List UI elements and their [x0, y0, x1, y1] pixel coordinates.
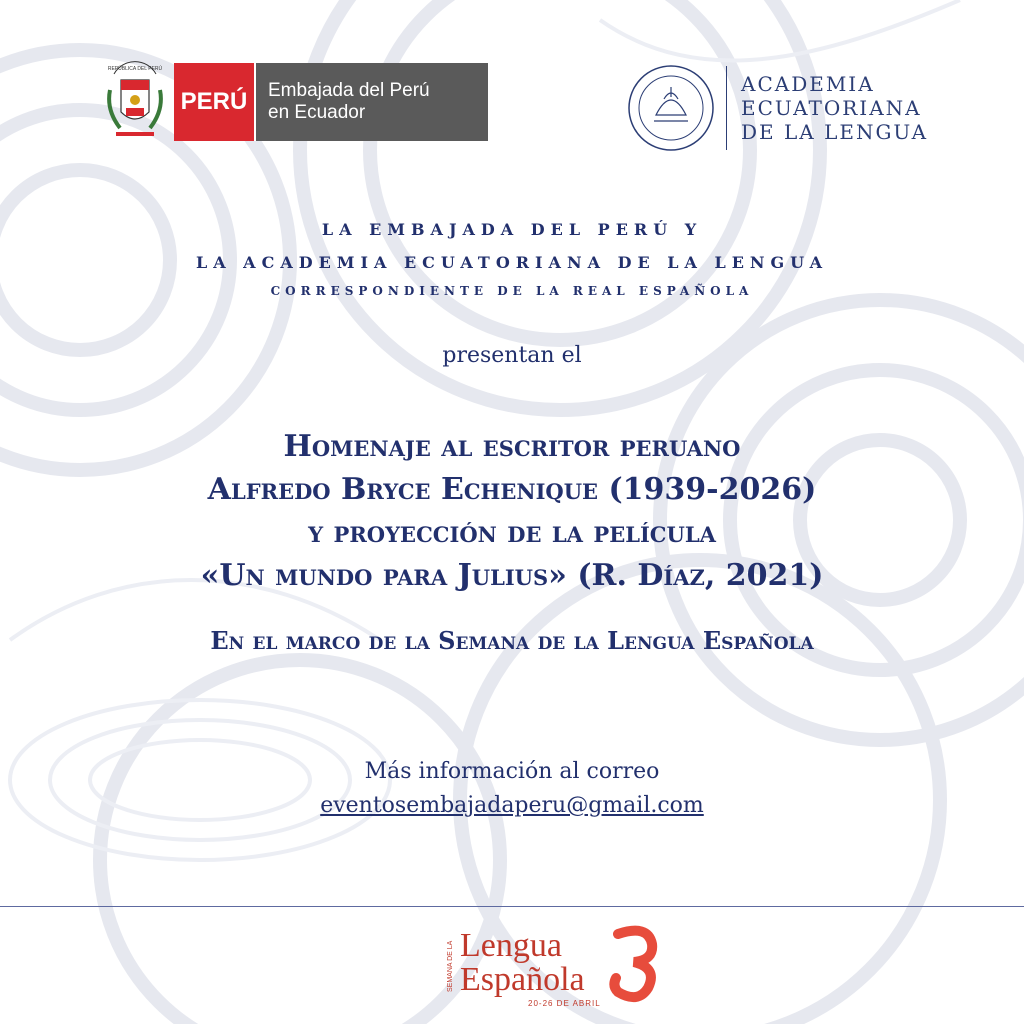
footer-divider	[0, 906, 1024, 907]
academia-line-2: ECUATORIANA	[741, 96, 922, 120]
organizer-line-2: LA ACADEMIA ECUATORIANA DE LA LENGUA	[195, 253, 829, 272]
presentan-text: presentan el	[442, 343, 582, 368]
contact-email-link[interactable]: eventosembajadaperu@gmail.com	[320, 793, 704, 818]
contact-info	[0, 755, 1024, 823]
organizer-line-3: CORRESPONDIENTE DE LA REAL ESPAÑOLA	[270, 284, 754, 298]
academia-seal-icon	[626, 63, 716, 153]
logo-swirl-icon	[614, 931, 652, 997]
logo-dates: 20-26 DE ABRIL	[528, 999, 601, 1008]
organizer-line-1: LA EMBAJADA DEL PERÚ Y	[321, 220, 703, 239]
logo-word-1: Lengua	[460, 927, 562, 964]
title-line-4: «Un mundo para Julius» (R. Díaz, 2021)	[200, 558, 824, 593]
academia-name	[741, 72, 928, 144]
event-title	[0, 425, 1024, 597]
embassy-line-1: Embajada del Perú	[268, 80, 430, 101]
peru-coat-of-arms-icon	[104, 60, 166, 144]
academia-line-3: DE LA LENGUA	[741, 120, 929, 144]
academia-line-1: ACADEMIA	[741, 72, 875, 96]
header-logos	[0, 60, 1024, 150]
title-line-2: Alfredo Bryce Echenique (1939-2026)	[207, 472, 817, 507]
academia-divider	[726, 66, 727, 150]
embassy-line-2: en Ecuador	[268, 102, 366, 123]
peru-label: PERÚ	[174, 63, 254, 141]
svg-text:REPÚBLICA DEL PERÚ: REPÚBLICA DEL PERÚ	[107, 66, 163, 72]
academia-logo	[626, 60, 928, 156]
title-line-1: Homenaje al escritor peruano	[283, 429, 741, 464]
contact-label: Más información al correo	[364, 759, 660, 784]
title-line-3: y proyección de la película	[308, 515, 716, 550]
semana-lengua-logo	[440, 918, 680, 1014]
embassy-label	[254, 63, 488, 141]
logo-small-text: SEMANA DE LA	[447, 940, 454, 992]
logo-word-2: Española	[460, 961, 585, 998]
event-subtitle: En el marco de la Semana de la Lengua Española	[210, 626, 814, 655]
peru-embassy-logo	[104, 60, 488, 144]
